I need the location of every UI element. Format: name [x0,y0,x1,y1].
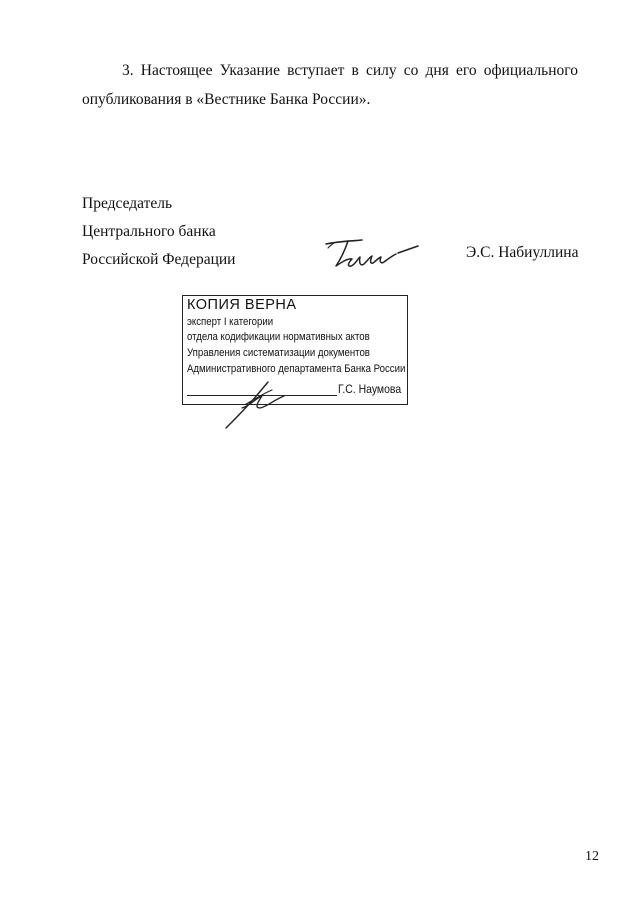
copy-certification-stamp [182,295,408,405]
handwritten-signature [318,232,428,276]
stamp-line: эксперт I категории [187,316,274,328]
stamp-line: Административного департамента Банка России [187,363,406,375]
body-paragraph [82,56,578,114]
stamp-signer-name: Г.С. Наумова [338,383,402,396]
page-number: 12 [585,849,599,864]
signatory-title-line: Председатель [82,195,173,212]
paragraph-line-1: 3. Настоящее Указание вступает в силу со дня его официального [122,62,578,79]
stamp-line: Управления систематизации документов [187,347,370,359]
signatory-title-line: Центрального банка [82,223,216,240]
signatory-title-line: Российской Федерации [82,251,236,268]
signatory-title [82,190,235,274]
stamp-signature [224,378,288,430]
stamp-title: КОПИЯ ВЕРНА [187,297,297,313]
paragraph-line-2: опубликования в «Вестнике Банка России». [82,91,371,108]
stamp-line: отдела кодификации нормативных актов [187,331,370,343]
signatory-name: Э.С. Набиуллина [466,244,579,261]
stamp-signature-row [187,383,403,397]
